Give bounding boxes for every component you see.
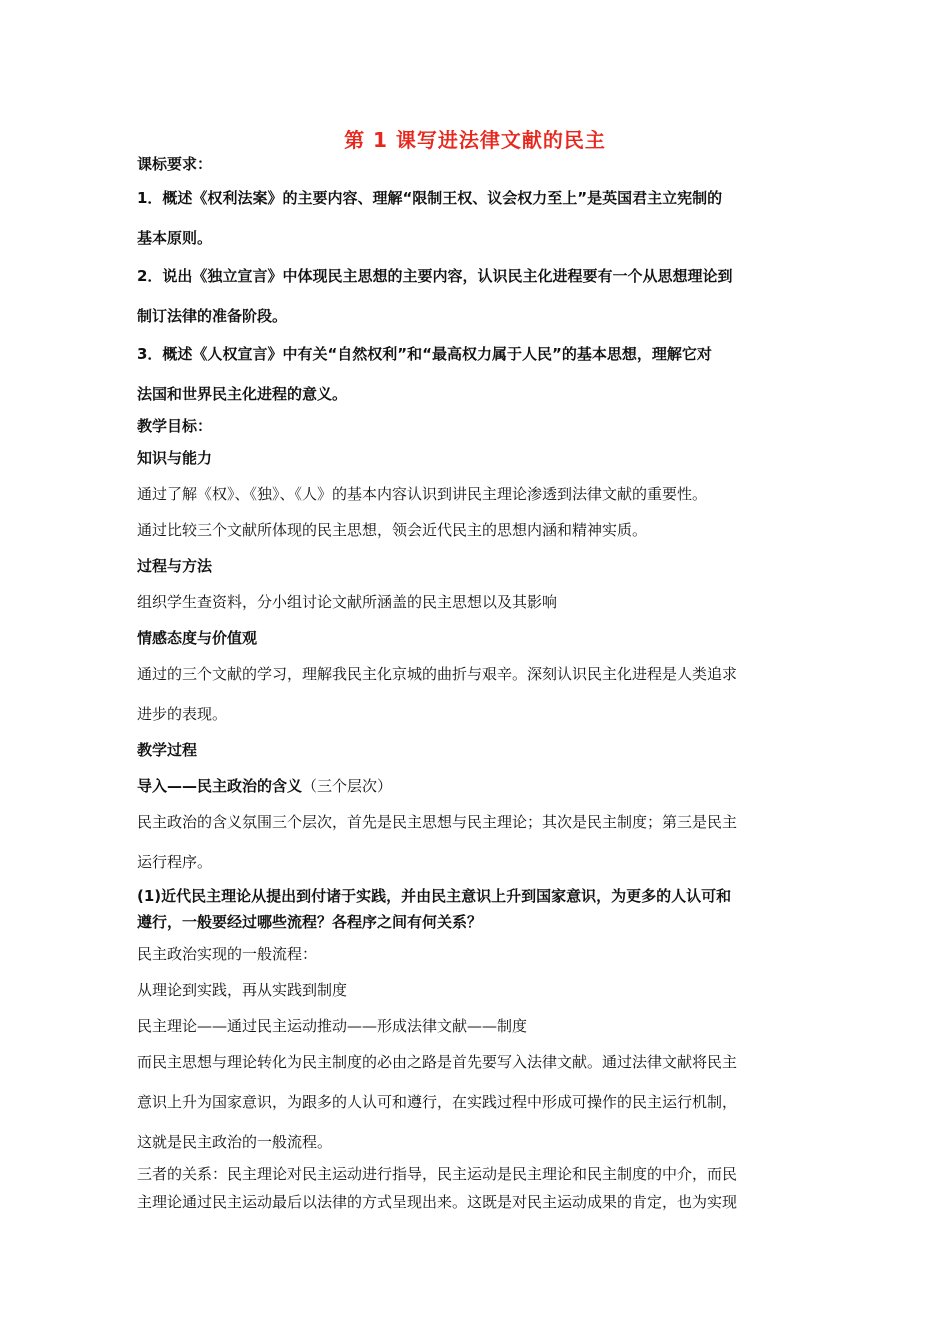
paragraph-line: 通过了解《权》、《独》、《人》的基本内容认识到讲民主理论渗透到法律文献的重要性。 [137, 485, 708, 503]
paragraph-line: 运行程序。 [137, 853, 213, 871]
subheading-knowledge: 知识与能力 [137, 449, 213, 467]
curriculum-item-3-cont: 法国和世界民主化进程的意义。 [137, 385, 348, 403]
paragraph-line: 民主政治实现的一般流程： [137, 945, 318, 963]
section-heading-teaching-process: 教学过程 [137, 741, 198, 759]
paragraph-line: 三者的关系：民主理论对民主运动进行指导，民主运动是民主理论和民主制度的中介，而民 [137, 1165, 738, 1183]
subheading-process: 过程与方法 [137, 557, 213, 575]
paragraph-line: 这就是民主政治的一般流程。 [137, 1133, 333, 1151]
subheading-intro [137, 776, 817, 796]
paragraph-line: 民主政治的含义氛围三个层次，首先是民主思想与民主理论；其次是民主制度；第三是民主 [137, 813, 738, 831]
curriculum-item-2-cont: 制订法律的准备阶段。 [137, 307, 288, 325]
page-title: 第 1 课写进法律文献的民主 [344, 128, 606, 152]
paragraph-line: 而民主思想与理论转化为民主制度的必由之路是首先要写入法律文献。通过法律文献将民主 [137, 1053, 738, 1071]
curriculum-item-2: 2．说出《独立宣言》中体现民主思想的主要内容，认识民主化进程要有一个从思想理论到 [137, 267, 733, 285]
paragraph-line: 组织学生查资料，分小组讨论文献所涵盖的民主思想以及其影响 [137, 593, 558, 611]
paragraph-line: 意识上升为国家意识，为跟多的人认可和遵行，在实践过程中形成可操作的民主运行机制， [137, 1093, 738, 1111]
intro-label: 导入——民主政治的含义 [137, 777, 303, 795]
question-1: (1)近代民主理论从提出到付诸于实践，并由民主意识上升到国家意识，为更多的人认可和 [137, 887, 732, 905]
question-1-cont: 遵行，一般要经过哪些流程？各程序之间有何关系？ [137, 913, 483, 931]
section-heading-curriculum: 课标要求： [137, 155, 213, 173]
paragraph-line: 民主理论——通过民主运动推动——形成法律文献——制度 [137, 1017, 528, 1035]
paragraph-line: 主理论通过民主运动最后以法律的方式呈现出来。这既是对民主运动成果的肯定，也为实现 [137, 1193, 738, 1211]
paragraph-line: 进步的表现。 [137, 705, 228, 723]
curriculum-item-1: 1．概述《权利法案》的主要内容、理解“限制王权、议会权力至上”是英国君主立宪制的 [137, 189, 723, 207]
paragraph-line: 通过的三个文献的学习，理解我民主化京城的曲折与艰辛。深刻认识民主化进程是人类追求 [137, 665, 738, 683]
curriculum-item-3: 3．概述《人权宣言》中有关“自然权利”和“最高权力属于人民”的基本思想，理解它对 [137, 345, 712, 363]
section-heading-objectives: 教学目标： [137, 417, 213, 435]
paragraph-line: 从理论到实践，再从实践到制度 [137, 981, 348, 999]
subheading-attitude: 情感态度与价值观 [137, 629, 258, 647]
intro-note: （三个层次） [302, 777, 393, 795]
curriculum-item-1-cont: 基本原则。 [137, 229, 213, 247]
paragraph-line: 通过比较三个文献所体现的民主思想，领会近代民主的思想内涵和精神实质。 [137, 521, 648, 539]
